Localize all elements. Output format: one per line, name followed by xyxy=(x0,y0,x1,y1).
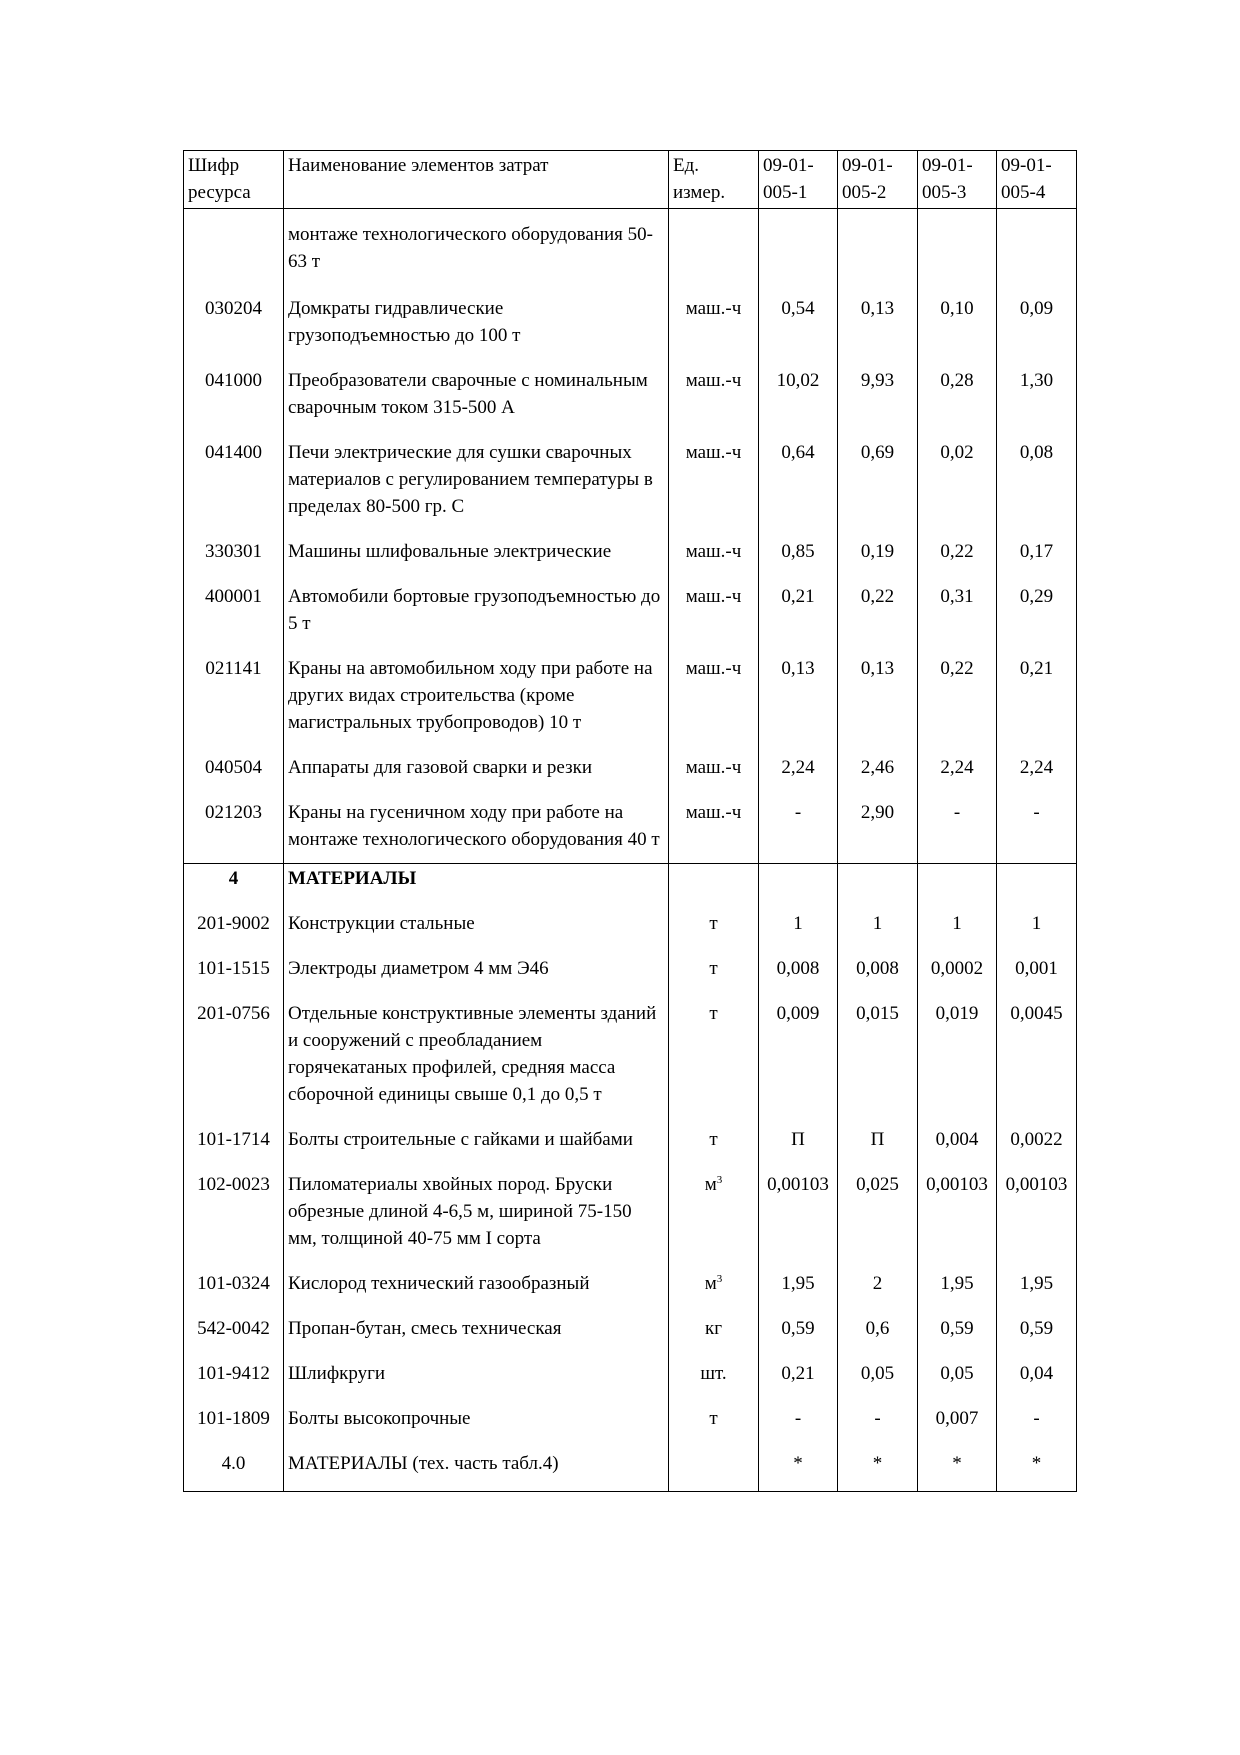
resource-name: Кислород технический газообразный xyxy=(284,1262,669,1307)
value-col1: 0,54 xyxy=(759,287,838,359)
resource-unit: т xyxy=(669,1397,759,1442)
value-col3: 0,0002 xyxy=(918,947,997,992)
resource-name: Печи электрические для сушки сварочных материалов с регулированием температуры в пределах 80-500 гр. С xyxy=(284,431,669,530)
resource-code: 101-1714 xyxy=(184,1118,284,1163)
resource-unit: маш.-ч xyxy=(669,359,759,431)
value-col2: 2,46 xyxy=(838,746,918,791)
value-col4: 2,24 xyxy=(997,746,1077,791)
resource-name: Болты строительные с гайками и шайбами xyxy=(284,1118,669,1163)
section-heading-row xyxy=(184,864,1077,903)
value-col4: 0,29 xyxy=(997,575,1077,647)
value-col3: 0,05 xyxy=(918,1352,997,1397)
table-row xyxy=(184,1397,1077,1442)
resource-code: 021141 xyxy=(184,647,284,746)
value-col4: 0,17 xyxy=(997,530,1077,575)
resource-name: Отдельные конструктивные элементы зданий и сооружений с преобладанием горячекатаных профилей, средняя масса сборочной единицы свыше 0,1 до 0,5 т xyxy=(284,992,669,1118)
resource-unit: т xyxy=(669,902,759,947)
resource-table xyxy=(183,150,1077,1492)
value-col4: 0,001 xyxy=(997,947,1077,992)
value-col2: 1 xyxy=(838,902,918,947)
value-col4: 0,04 xyxy=(997,1352,1077,1397)
value-col1: 0,85 xyxy=(759,530,838,575)
unit-exponent: 3 xyxy=(716,1174,723,1186)
value-col4: 0,0022 xyxy=(997,1118,1077,1163)
resource-name: Аппараты для газовой сварки и резки xyxy=(284,746,669,791)
resource-unit xyxy=(669,1163,759,1262)
value-col3: 0,019 xyxy=(918,992,997,1118)
resource-unit: маш.-ч xyxy=(669,746,759,791)
header-name: Наименование элементов затрат xyxy=(284,151,669,209)
header-col2: 09-01-005-2 xyxy=(838,151,918,209)
resource-code: 021203 xyxy=(184,791,284,864)
value-col3: 0,31 xyxy=(918,575,997,647)
header-col3: 09-01-005-3 xyxy=(918,151,997,209)
unit-base: м xyxy=(704,1174,717,1195)
resource-unit: т xyxy=(669,992,759,1118)
resource-unit: маш.-ч xyxy=(669,791,759,864)
resource-unit: т xyxy=(669,947,759,992)
value-col2: 0,19 xyxy=(838,530,918,575)
value-col2: 9,93 xyxy=(838,359,918,431)
value-col1: 0,008 xyxy=(759,947,838,992)
value-col1: - xyxy=(759,1397,838,1442)
value-col2: * xyxy=(838,1442,918,1492)
table-row xyxy=(184,431,1077,530)
resource-code: 4.0 xyxy=(184,1442,284,1492)
value-col3: 0,22 xyxy=(918,530,997,575)
table-row xyxy=(184,1163,1077,1262)
value-col2: 0,008 xyxy=(838,947,918,992)
section-code: 4 xyxy=(184,864,284,903)
resource-code: 400001 xyxy=(184,575,284,647)
resource-name: Электроды диаметром 4 мм Э46 xyxy=(284,947,669,992)
resource-unit xyxy=(669,1262,759,1307)
resource-code: 330301 xyxy=(184,530,284,575)
value-col2: 2 xyxy=(838,1262,918,1307)
value-col4: 0,59 xyxy=(997,1307,1077,1352)
value-col2: 0,015 xyxy=(838,992,918,1118)
resource-name: Преобразователи сварочные с номинальным сварочным током 315-500 А xyxy=(284,359,669,431)
value-col3: 0,10 xyxy=(918,287,997,359)
value-col4: 0,21 xyxy=(997,647,1077,746)
table-row xyxy=(184,1442,1077,1492)
value-col4: 1,95 xyxy=(997,1262,1077,1307)
value-col1: 0,21 xyxy=(759,575,838,647)
header-code: Шифр ресурса xyxy=(184,151,284,209)
value-col4: 1,30 xyxy=(997,359,1077,431)
unit-base: м xyxy=(704,1273,717,1294)
value-col1: 0,00103 xyxy=(759,1163,838,1262)
continuation-text: монтаже технологического оборудования 50-63 т xyxy=(284,209,669,288)
value-col2: 0,22 xyxy=(838,575,918,647)
resource-code: 041400 xyxy=(184,431,284,530)
resource-unit: кг xyxy=(669,1307,759,1352)
resource-name: Конструкции стальные xyxy=(284,902,669,947)
value-col2: 0,13 xyxy=(838,287,918,359)
resource-unit: т xyxy=(669,1118,759,1163)
value-col1: П xyxy=(759,1118,838,1163)
resource-unit xyxy=(669,1442,759,1492)
table-row xyxy=(184,287,1077,359)
resource-name: Краны на автомобильном ходу при работе на других видах строительства (кроме магистральных трубопроводов) 10 т xyxy=(284,647,669,746)
value-col3: * xyxy=(918,1442,997,1492)
table-row xyxy=(184,992,1077,1118)
value-col3: 0,02 xyxy=(918,431,997,530)
resource-code: 040504 xyxy=(184,746,284,791)
table-row xyxy=(184,647,1077,746)
value-col1: 10,02 xyxy=(759,359,838,431)
value-col1: 1 xyxy=(759,902,838,947)
value-col2: 0,6 xyxy=(838,1307,918,1352)
value-col1: 0,59 xyxy=(759,1307,838,1352)
table-row xyxy=(184,1307,1077,1352)
table-row xyxy=(184,1118,1077,1163)
continuation-row xyxy=(184,209,1077,288)
table-row xyxy=(184,902,1077,947)
resource-name: МАТЕРИАЛЫ (тех. часть табл.4) xyxy=(284,1442,669,1492)
resource-name: Пропан-бутан, смесь техническая xyxy=(284,1307,669,1352)
table-row xyxy=(184,791,1077,864)
resource-code: 041000 xyxy=(184,359,284,431)
value-col3: 0,59 xyxy=(918,1307,997,1352)
resource-unit: маш.-ч xyxy=(669,287,759,359)
value-col4: * xyxy=(997,1442,1077,1492)
value-col3: 0,004 xyxy=(918,1118,997,1163)
value-col1: 0,21 xyxy=(759,1352,838,1397)
table-row xyxy=(184,359,1077,431)
value-col1: 0,13 xyxy=(759,647,838,746)
value-col1: 2,24 xyxy=(759,746,838,791)
value-col2: 0,13 xyxy=(838,647,918,746)
resource-code: 101-1809 xyxy=(184,1397,284,1442)
value-col1: 0,009 xyxy=(759,992,838,1118)
value-col3: - xyxy=(918,791,997,864)
resource-code: 201-9002 xyxy=(184,902,284,947)
resource-unit: маш.-ч xyxy=(669,431,759,530)
section-title: МАТЕРИАЛЫ xyxy=(284,864,669,903)
resource-name: Пиломатериалы хвойных пород. Бруски обрезные длиной 4-6,5 м, шириной 75-150 мм, толщиной 40-75 мм I сорта xyxy=(284,1163,669,1262)
table-header-row xyxy=(184,151,1077,209)
table-row xyxy=(184,1262,1077,1307)
value-col1: 1,95 xyxy=(759,1262,838,1307)
resource-unit: маш.-ч xyxy=(669,575,759,647)
value-col1: * xyxy=(759,1442,838,1492)
value-col3: 0,007 xyxy=(918,1397,997,1442)
value-col3: 1,95 xyxy=(918,1262,997,1307)
value-col2: 0,025 xyxy=(838,1163,918,1262)
header-unit: Ед. измер. xyxy=(669,151,759,209)
value-col3: 0,22 xyxy=(918,647,997,746)
resource-unit: маш.-ч xyxy=(669,647,759,746)
resource-name: Автомобили бортовые грузоподъемностью до 5 т xyxy=(284,575,669,647)
value-col3: 0,28 xyxy=(918,359,997,431)
value-col4: 1 xyxy=(997,902,1077,947)
value-col3: 1 xyxy=(918,902,997,947)
unit-exponent: 3 xyxy=(716,1273,723,1285)
resource-code: 101-1515 xyxy=(184,947,284,992)
table-row xyxy=(184,1352,1077,1397)
table-row xyxy=(184,947,1077,992)
value-col2: П xyxy=(838,1118,918,1163)
header-col1: 09-01-005-1 xyxy=(759,151,838,209)
resource-name: Шлифкруги xyxy=(284,1352,669,1397)
value-col1: - xyxy=(759,791,838,864)
value-col4: 0,09 xyxy=(997,287,1077,359)
value-col2: 0,05 xyxy=(838,1352,918,1397)
value-col3: 2,24 xyxy=(918,746,997,791)
value-col4: 0,0045 xyxy=(997,992,1077,1118)
resource-unit: маш.-ч xyxy=(669,530,759,575)
resource-name: Домкраты гидравлические грузоподъемностью до 100 т xyxy=(284,287,669,359)
resource-name: Болты высокопрочные xyxy=(284,1397,669,1442)
resource-name: Краны на гусеничном ходу при работе на монтаже технологического оборудования 40 т xyxy=(284,791,669,864)
document-page xyxy=(183,150,1076,1492)
value-col1: 0,64 xyxy=(759,431,838,530)
resource-code: 101-0324 xyxy=(184,1262,284,1307)
value-col4: 0,08 xyxy=(997,431,1077,530)
table-row xyxy=(184,530,1077,575)
value-col4: 0,00103 xyxy=(997,1163,1077,1262)
resource-code: 101-9412 xyxy=(184,1352,284,1397)
resource-unit: шт. xyxy=(669,1352,759,1397)
resource-code: 201-0756 xyxy=(184,992,284,1118)
resource-code: 542-0042 xyxy=(184,1307,284,1352)
table-row xyxy=(184,575,1077,647)
value-col3: 0,00103 xyxy=(918,1163,997,1262)
header-col4: 09-01-005-4 xyxy=(997,151,1077,209)
resource-code: 030204 xyxy=(184,287,284,359)
table-row xyxy=(184,746,1077,791)
value-col2: 0,69 xyxy=(838,431,918,530)
value-col4: - xyxy=(997,1397,1077,1442)
resource-code: 102-0023 xyxy=(184,1163,284,1262)
value-col2: 2,90 xyxy=(838,791,918,864)
value-col4: - xyxy=(997,791,1077,864)
value-col2: - xyxy=(838,1397,918,1442)
resource-name: Машины шлифовальные электрические xyxy=(284,530,669,575)
